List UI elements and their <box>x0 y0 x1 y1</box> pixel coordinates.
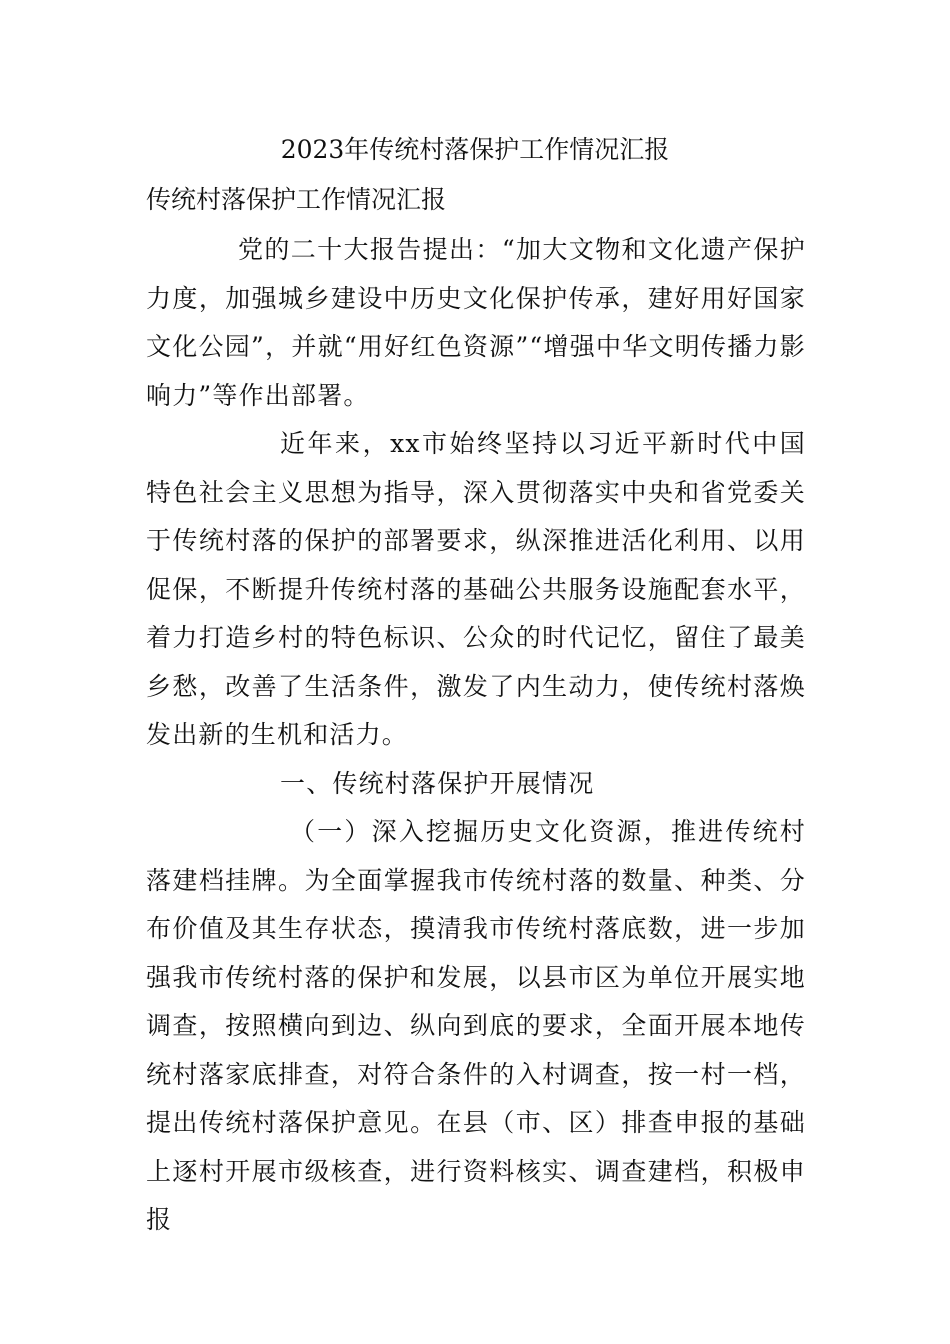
section-paragraph: （一）深入挖掘历史文化资源，推进传统村落建档挂牌。为全面掌握我市传统村落的数量、种类、分布价值及其生存状态，摸清我市传统村落底数，进一步加强我市传统村落的保护和发展，以县市区为单位开展实地调查，按照横向到边、纵向到底的要求，全面开展本地传统村落家底排查，对符合条件的入村调查，按一村一档，提出传统村落保护意见。在县（市、区）排查申报的基础上逐村开展市级核查，进行资料核实、调查建档，积极申报 <box>146 817 806 1234</box>
paragraph-overview: 近年来，xx市始终坚持以习近平新时代中国特色社会主义思想为指导，深入贯彻落实中央和省党委关于传统村落的保护的部署要求，纵深推进活化利用、以用促保，不断提升传统村落的基础公共服务设施配套水平，着力打造乡村的特色标识、公众的时代记忆，留住了最美乡愁，改善了生活条件，激发了内生动力，使传统村落焕发出新的生机和活力。 <box>146 429 806 749</box>
paragraph-intro: 党的二十大报告提出：“加大文物和文化遗产保护力度，加强城乡建设中历史文化保护传承，建好用好国家文化公园”，并就“用好红色资源”“增强中华文明传播力影响力”等作出部署。 <box>146 235 806 410</box>
document-body <box>146 226 806 1245</box>
document-title: 2023年传统村落保护工作情况汇报 <box>280 135 670 164</box>
document-subtitle: 传统村落保护工作情况汇报 <box>146 185 447 214</box>
section-heading: 一、传统村落保护开展情况 <box>280 768 595 798</box>
